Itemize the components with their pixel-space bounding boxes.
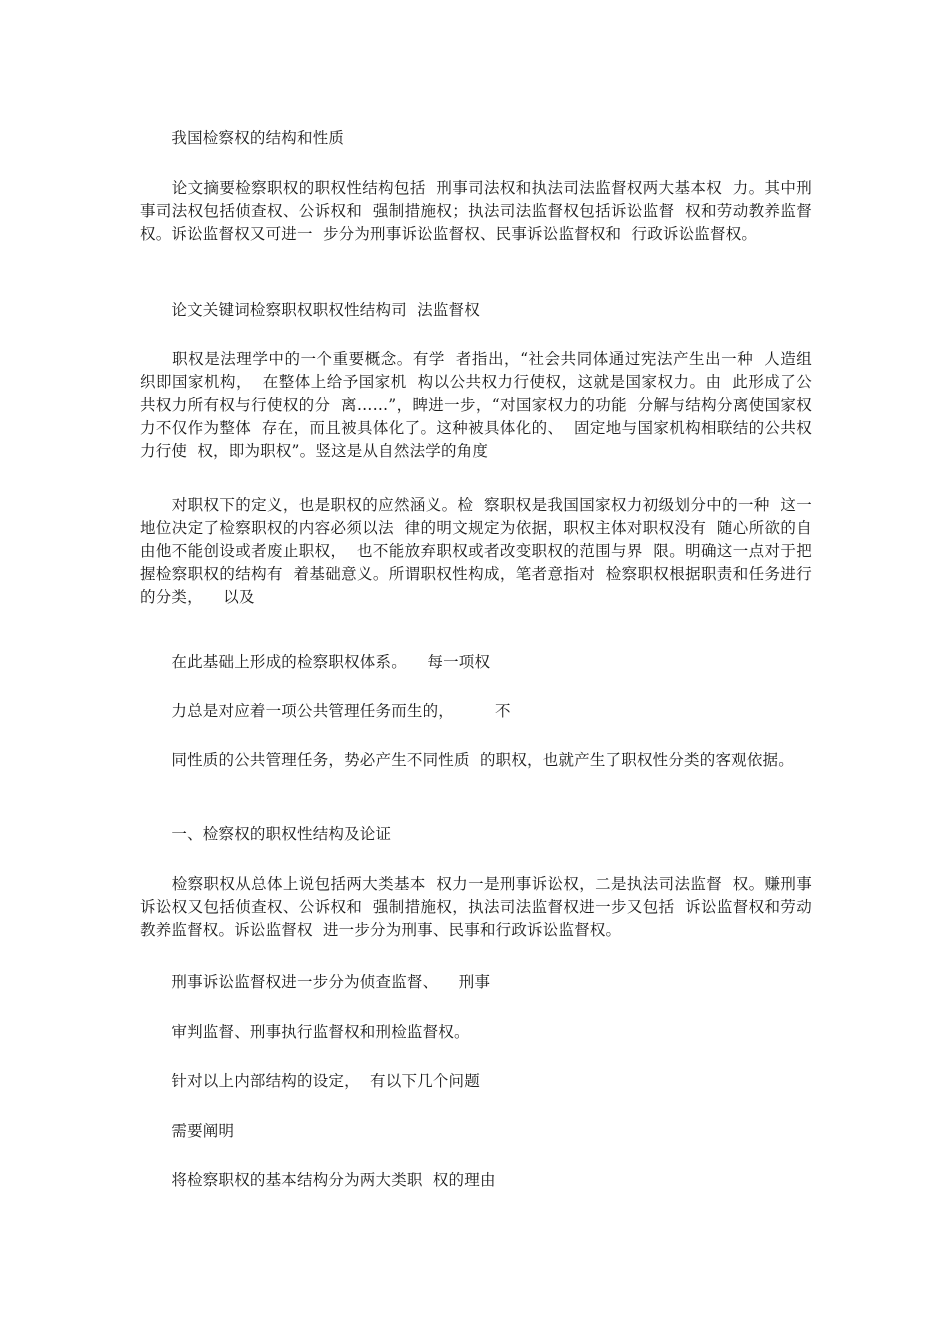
- abstract-paragraph: 论文摘要检察职权的职权性结构包括 刑事司法权和执法司法监督权两大基本权 力。其中刑事司法权包括侦查权、公诉权和 强制措施权；执法司法监督权包括诉讼监督 权和劳动教养监督权。诉讼监督权又可进一 步分为刑事诉讼监督权、民事诉讼监督权和 行政诉讼监督权。: [140, 179, 812, 243]
- body-paragraph: 刑事诉讼监督权进一步分为侦查监督、 刑事: [140, 973, 491, 991]
- section-heading: 一、检察权的职权性结构及论证: [140, 825, 392, 843]
- body-paragraph: 力总是对应着一项公共管理任务而生的， 不: [140, 702, 511, 720]
- body-paragraph: 对职权下的定义，也是职权的应然涵义。检 察职权是我国国家权力初级划分中的一种 这一地位决定了检察职权的内容必须以法 律的明文规定为依据，职权主体对职权没有 随心所欲的自由他不能创设或者废止职权， 也不能放弃职权或者改变职权的范围与界 限。明确这一点对于把握检察职权的结构有 着基础意义。所谓职权性构成，笔者意指对 检察职权根据职责和任务进行的分类， 以及: [140, 496, 812, 606]
- body-paragraph: 针对以上内部结构的设定， 有以下几个问题: [140, 1072, 480, 1090]
- body-paragraph: 审判监督、刑事执行监督权和刑检监督权。: [140, 1023, 470, 1041]
- body-paragraph: 需要阐明: [140, 1122, 235, 1140]
- body-paragraph: 检察职权从总体上说包括两大类基本 权力一是刑事诉讼权，二是执法司法监督 权。赚刑事诉讼权又包括侦查权、公诉权和 强制措施权，执法司法监督权进一步又包括 诉讼监督权和劳动教养监督权。诉讼监督权 进一步分为刑事、民事和行政诉讼监督权。: [140, 875, 812, 939]
- body-paragraph: 同性质的公共管理任务，势必产生不同性质 的职权，也就产生了职权性分类的客观依据。: [140, 751, 794, 769]
- body-paragraph: 在此基础上形成的检察职权体系。 每一项权: [140, 653, 491, 671]
- document-title: 我国检察权的结构和性质: [140, 129, 345, 147]
- body-paragraph: 将检察职权的基本结构分为两大类职 权的理由: [140, 1171, 496, 1189]
- keywords-paragraph: 论文关键词检察职权职权性结构司 法监督权: [140, 301, 480, 319]
- body-paragraph: 职权是法理学中的一个重要概念。有学 者指出，“社会共同体通过宪法产生出一种 人造组织即国家机构， 在整体上给予国家机 构以公共权力行使权，这就是国家权力。由 此形成了公共权力所有权与行使权的分 离……”，睥进一步，“对国家权力的功能 分解与结构分离使国家权力不仅作为整体 存在，而且被具体化了。这种被具体化的、 固定地与国家机构相联结的公共权力行使 权，即为职权”。竖这是从自然法学的角度: [140, 350, 812, 460]
